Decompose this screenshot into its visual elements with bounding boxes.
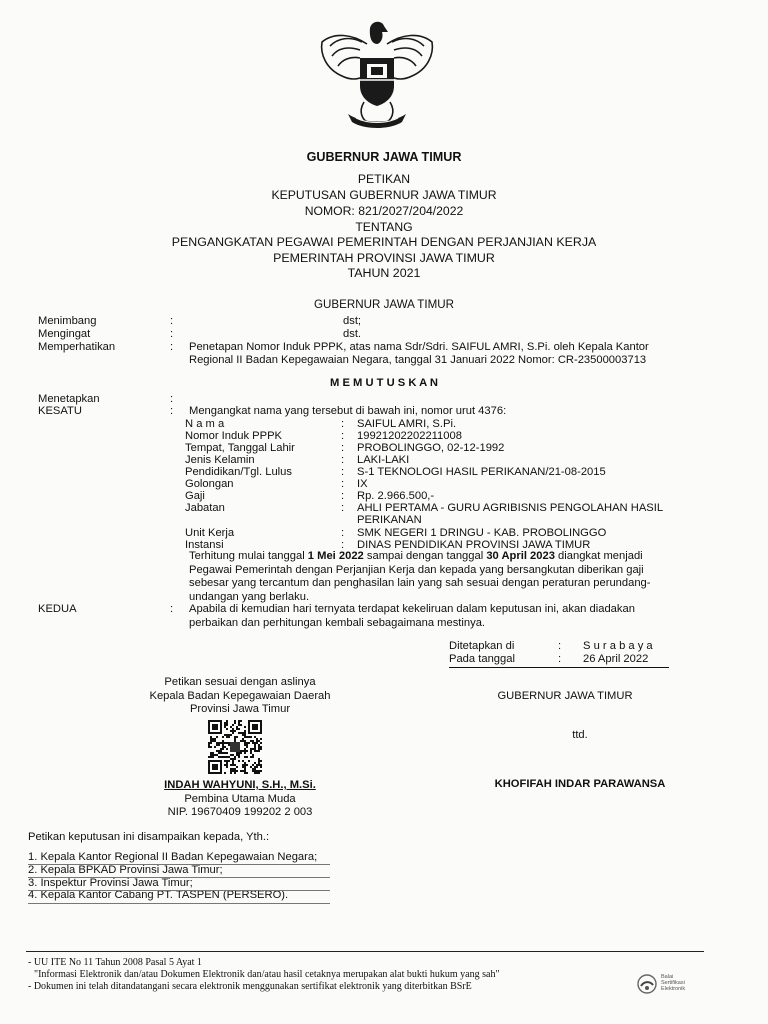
field-label: Pendidikan/Tgl. Lulus: [185, 466, 292, 478]
menimbang-row: Menimbang : dst;: [38, 315, 362, 327]
field-value: S-1 TEKNOLOGI HASIL PERIKANAN/21-08-2015: [357, 466, 606, 478]
kedua-row: KEDUA :: [38, 603, 174, 615]
list-item: 4. Kepala Kantor Cabang PT. TASPEN (PERSERO).: [28, 889, 289, 902]
field-value: SMK NEGERI 1 DRINGU - KAB. PROBOLINGGO: [357, 527, 607, 539]
menetapkan-label: Menetapkan: [38, 393, 100, 405]
kesatu-intro: Mengangkat nama yang tersebut di bawah ini, nomor urut 4376:: [189, 405, 507, 417]
place-value: S u r a b a y a: [583, 640, 653, 652]
kesatu-row: KESATU : Mengangkat nama yang tersebut di bawah ini, nomor urut 4376:: [38, 405, 507, 417]
right-signature-title: GUBERNUR JAWA TIMUR: [497, 690, 633, 702]
field-row: Nomor Induk PPPK : 19921202202211008: [185, 430, 462, 442]
left-signature-block: Petikan sesuai dengan aslinya Kepala Badan Kepegawaian Daerah Provinsi Jawa Timur: [149, 676, 331, 715]
subject-line-2: PEMERINTAH PROVINSI JAWA TIMUR: [273, 251, 495, 265]
field-value-continued: PERIKANAN: [357, 514, 422, 526]
menetapkan-row: Menetapkan :: [38, 393, 174, 405]
field-value: SAIFUL AMRI, S.Pi.: [357, 418, 457, 430]
tentang: TENTANG: [355, 220, 413, 234]
field-value: Rp. 2.966.500,-: [357, 490, 435, 502]
field-label: Nomor Induk PPPK: [185, 430, 283, 442]
start-date: 1 Mei 2022: [307, 550, 364, 562]
footer-quote: "Informasi Elektronik dan/atau Dokumen Elektronik dan/atau hasil cetaknya merupakan alat bukti hukum yang sah": [34, 969, 500, 980]
field-label: N a m a: [185, 418, 225, 430]
decree-title: KEPUTUSAN GUBERNUR JAWA TIMUR: [271, 188, 497, 202]
kedua-label: KEDUA: [38, 603, 77, 615]
field-value: IX: [357, 478, 368, 490]
subject-line-1: PENGANGKATAN PEGAWAI PEMERINTAH DENGAN PERJANJIAN KERJA: [171, 235, 597, 249]
field-row: Instansi : DINAS PENDIDIKAN PROVINSI JAWA TIMUR: [185, 539, 591, 551]
bsre-logo-icon: [636, 973, 658, 995]
memperhatikan-value-1: Penetapan Nomor Induk PPPK, atas nama Sdr/Sdri. SAIFUL AMRI, S.Pi. oleh Kepala Kantor: [189, 341, 649, 353]
field-label: Tempat, Tanggal Lahir: [185, 442, 295, 454]
list-item: 2. Kepala BPKAD Provinsi Jawa Timur;: [28, 863, 223, 876]
field-row: Pendidikan/Tgl. Lulus : S-1 TEKNOLOGI HASIL PERIKANAN/21-08-2015: [185, 466, 606, 478]
left-signer-rank: Pembina Utama Muda: [184, 793, 296, 805]
qr-code: [208, 720, 262, 774]
field-label: Jabatan: [185, 502, 225, 514]
field-label: Jenis Kelamin: [185, 454, 255, 466]
mengingat-row: Mengingat : dst.: [38, 328, 362, 340]
field-value: DINAS PENDIDIKAN PROVINSI JAWA TIMUR: [357, 539, 591, 551]
list-rule-1: [28, 864, 330, 865]
field-label: Instansi: [185, 539, 224, 551]
field-row: N a m a : SAIFUL AMRI, S.Pi.: [185, 418, 457, 430]
field-row: Unit Kerja : SMK NEGERI 1 DRINGU - KAB. PROBOLINGGO: [185, 527, 607, 539]
memperhatikan-row: Memperhatikan : Penetapan Nomor Induk PPPK, atas nama Sdr/Sdri. SAIFUL AMRI, S.Pi. oleh Kepala Kantor: [38, 341, 649, 353]
left-signer-name: INDAH WAHYUNI, S.H., M.Si.: [164, 779, 316, 791]
list-rule-4: [28, 903, 330, 904]
menimbang-label: Menimbang: [38, 315, 97, 327]
menimbang-value: dst;: [343, 315, 362, 327]
footer-bsre-note: - Dokumen ini telah ditandatangani secara elektronik menggunakan sertifikat elektronik yang diterbitkan BSrE: [28, 981, 472, 992]
decree-number: NOMOR: 821/2027/204/2022: [304, 204, 464, 218]
memutuskan-heading: M E M U T U S K A N: [330, 377, 438, 389]
field-value: PROBOLINGGO, 02-12-1992: [357, 442, 505, 454]
kedua-text: Apabila di kemudian hari ternyata terdapat kekeliruan dalam keputusan ini, akan diadakan perbaikan dan perhitungan kembali sebagaimana mestinya.: [189, 603, 635, 629]
field-label: Golongan: [185, 478, 234, 490]
kesatu-label: KESATU: [38, 405, 82, 417]
date-label: Pada tanggal: [449, 653, 515, 665]
field-label: Gaji: [185, 490, 205, 502]
field-value: 19921202202211008: [357, 430, 462, 442]
mengingat-value: dst.: [343, 328, 362, 340]
bsre-logo-text: Balai Sertifikasi Elektronik: [661, 974, 686, 992]
footer-law: - UU ITE No 11 Tahun 2008 Pasal 5 Ayat 1: [28, 957, 202, 968]
list-rule-2: [28, 877, 330, 878]
memperhatikan-label: Memperhatikan: [38, 341, 116, 353]
field-label: Unit Kerja: [185, 527, 235, 539]
distribution-intro: Petikan keputusan ini disampaikan kepada, Yth.:: [28, 831, 270, 843]
issuer-title: GUBERNUR JAWA TIMUR: [314, 298, 454, 311]
garuda-emblem: [312, 14, 442, 132]
end-date: 30 April 2023: [486, 550, 555, 562]
doc-type: PETIKAN: [357, 172, 411, 186]
list-item: 3. Inspektur Provinsi Jawa Timur;: [28, 876, 193, 889]
kesatu-paragraph: Terhitung mulai tanggal 1 Mei 2022 sampai dengan tanggal 30 April 2023 diangkat menjadi Pegawai Pemerintah dengan Perjanjian Kerja dan kepada yang bersangkutan diberikan gaji sebesar yang tercantum dan penghasilan lain yang sah sesuai dengan peraturan perundang- undangan yang berlaku.: [189, 550, 651, 603]
field-row: Gaji : Rp. 2.966.500,-: [185, 490, 435, 502]
list-item: 1. Kepala Kantor Regional II Badan Kepegawaian Negara;: [28, 851, 318, 863]
issued-divider: [449, 667, 669, 668]
place-label: Ditetapkan di: [449, 640, 515, 652]
date-value: 26 April 2022: [583, 653, 649, 665]
field-row: Jenis Kelamin : LAKI-LAKI: [185, 454, 410, 466]
field-row: Jabatan : AHLI PERTAMA - GURU AGRIBISNIS PENGOLAHAN HASIL PERIKANAN: [185, 502, 664, 526]
left-signer-nip: NIP. 19670409 199202 2 003: [167, 806, 313, 818]
field-value: AHLI PERTAMA - GURU AGRIBISNIS PENGOLAHAN HASIL: [357, 502, 664, 514]
ttd-mark: ttd.: [572, 729, 588, 741]
mengingat-label: Mengingat: [38, 328, 91, 340]
field-value: LAKI-LAKI: [357, 454, 410, 466]
governor-heading: GUBERNUR JAWA TIMUR: [306, 150, 462, 164]
memperhatikan-value-2: Regional II Badan Kepegawaian Negara, tanggal 31 Januari 2022 Nomor: CR-23500003713: [189, 354, 647, 366]
footer-divider: [26, 951, 704, 952]
field-row: Tempat, Tanggal Lahir : PROBOLINGGO, 02-12-1992: [185, 442, 505, 454]
field-row: Golongan : IX: [185, 478, 368, 490]
right-signer-name: KHOFIFAH INDAR PARAWANSA: [494, 778, 666, 790]
subject-line-3: TAHUN 2021: [347, 266, 421, 280]
list-rule-3: [28, 890, 330, 891]
